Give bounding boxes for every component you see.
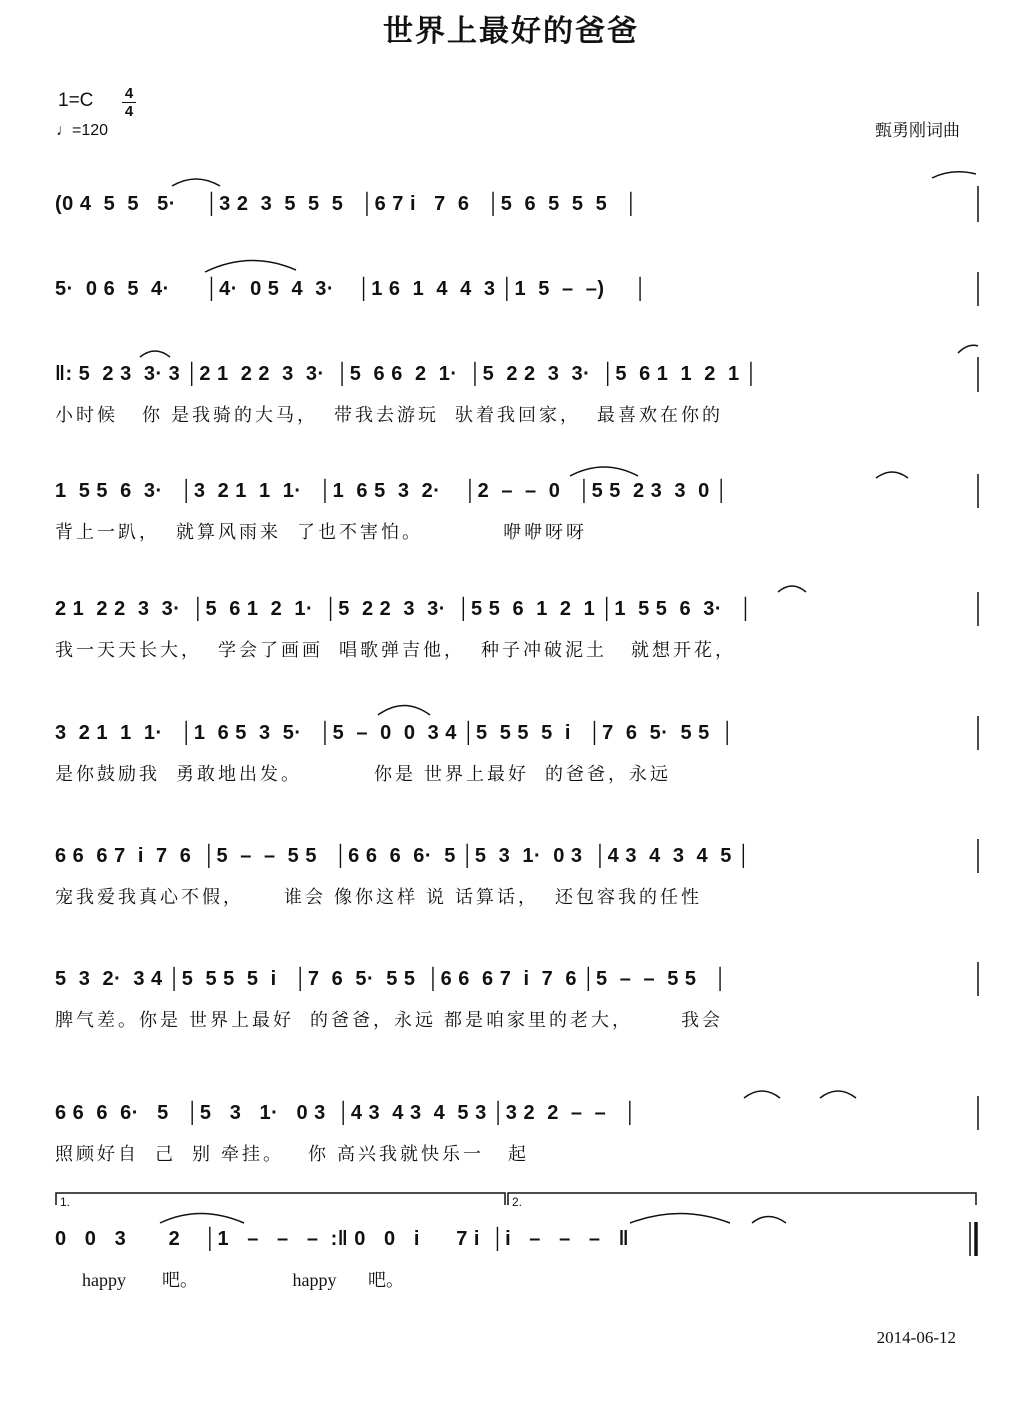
notation-row: 6 6 6 7 i 7 6 │5 – – 5 5 │6 6 6 6· 5 │5 3 1· 0 3 │4 3 4 3 4 5 │ [55,845,751,867]
score-line [0,1096,1022,1176]
notation-row: 2 1 2 2 3 3· │5 6 1 2 1· │5 2 2 3 3· │5 5 6 1 2 1 │1 5 5 6 3· │ [55,598,754,620]
volta-second-label: 2. [512,1195,523,1209]
lyrics-row: 脾气差。你是 世界上最好 的爸爸，永远 都是咱家里的老大， 我会 [55,1010,724,1030]
lyrics-row: 是你鼓励我 勇敢地出发。 你是 世界上最好 的爸爸，永远 [55,764,672,784]
lyrics-row: 背上一趴， 就算风雨来 了也不害怕。 咿咿呀呀 [55,522,588,542]
time-signature-bottom: 4 [124,103,134,120]
slur-mark [932,172,976,178]
score-line [0,1222,1022,1302]
notation-row: 0 0 3 2 │1 – – – :‖ 0 0 i 7 i │i – – – ‖ [55,1228,630,1250]
score-line [0,187,1022,267]
date-stamp: 2014-06-12 [876,1328,956,1347]
score-line [0,592,1022,672]
score-line [0,272,1022,352]
slur-mark [172,179,220,186]
lyrics-row: 小时候 你 是我骑的大马， 带我去游玩 驮着我回家， 最喜欢在你的 [55,405,724,425]
volta-first-bracket [56,1193,505,1205]
lyrics-row: happy 吧。 happy 吧。 [55,1270,404,1290]
notation-row: 5 3 2· 3 4 │5 5 5 5 i │7 6 5· 5 5 │6 6 6 7 i 7 6 │5 – – 5 5 │ [55,968,728,990]
score-line [0,474,1022,554]
time-signature [122,86,136,119]
lyrics-row: 我一天天长大， 学会了画画 唱歌弹吉他， 种子冲破泥土 就想开花， [55,640,737,660]
volta-second-bracket [508,1193,976,1205]
tempo-marking: ♩=120 [56,122,109,139]
lyrics-row [55,316,980,344]
song-title: 世界上最好的爸爸 [383,14,639,49]
notation-row: 1 5 5 6 3· │3 2 1 1 1· │1 6 5 3 2· │2 – – 0 │5 5 2 3 3 0 │ [55,480,729,502]
notation-row: 5· 0 6 5 4· │4· 0 5 4 3· │1 6 1 4 4 3 │1 5 – –) │ [55,278,648,300]
score-line [0,716,1022,796]
score-line [0,962,1022,1042]
score-line [0,839,1022,919]
lyrics-row [55,231,980,259]
time-signature-top: 4 [124,85,134,102]
author-credit: 甄勇刚词曲 [875,121,960,140]
notation-row: (0 4 5 5 5· │3 2 3 5 5 5 │6 7 i 7 6 │5 6 5 5 5 │ [55,193,639,215]
score-line [0,357,1022,437]
slur-mark [378,706,430,716]
lyrics-row: 照顾好自 己 别 牵挂。 你 高兴我就快乐一 起 [55,1144,530,1164]
notation-row: 6 6 6 6· 5 │5 3 1· 0 3 │4 3 4 3 4 5 3 │3 2 2 – – │ [55,1102,638,1124]
notation-row: ‖: 5 2 3 3· 3 │2 1 2 2 3 3· │5 6 6 2 1· │5 2 2 3 3· │5 6 1 1 2 1 │ [55,363,759,385]
volta-first-label: 1. [60,1195,71,1209]
lyrics-row: 宠我爱我真心不假， 谁会 像你这样 说 话算话， 还包容我的任性 [55,887,703,907]
notation-row: 3 2 1 1 1· │1 6 5 3 5· │5 – 0 0 3 4 │5 5 5 5 i │7 6 5· 5 5 │ [55,722,735,744]
key-signature: 1=C [58,90,94,111]
